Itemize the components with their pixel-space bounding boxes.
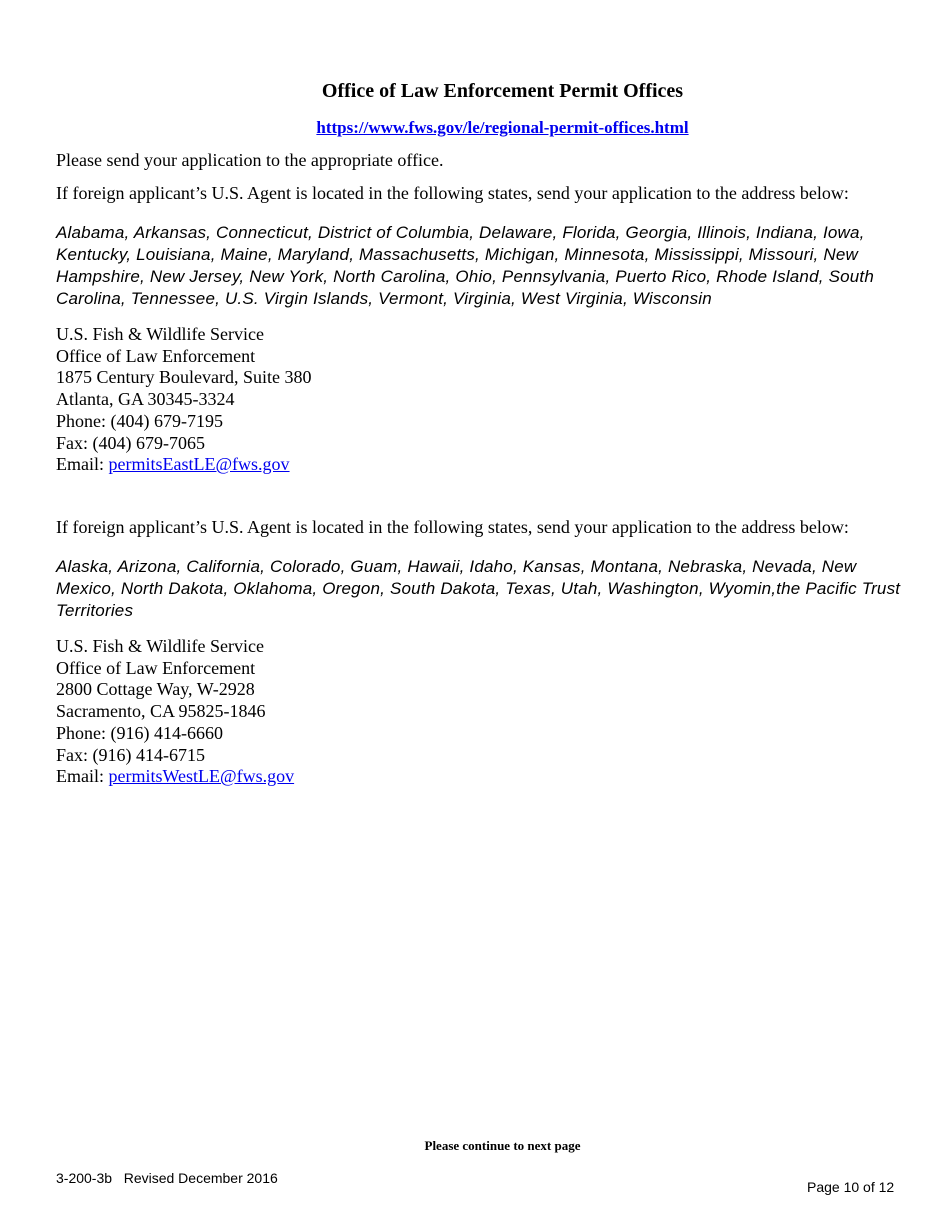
west-address — [56, 636, 294, 788]
west-states-list — [56, 556, 900, 622]
email-label: Email: — [56, 766, 109, 787]
west-lead-text: If foreign applicant’s U.S. Agent is located in the following states, send your application to the address below: — [56, 517, 849, 537]
address-line: Fax: (404) 679-7065 — [56, 432, 205, 453]
states-line: Hampshire, New Jersey, New York, North Carolina, Ohio, Pennsylvania, Puerto Rico, Rhode Island, South — [56, 267, 875, 286]
address-line: Sacramento, CA 95825-1846 — [56, 701, 266, 722]
states-line: Alabama, Arkansas, Connecticut, District of Columbia, Delaware, Florida, Georgia, Illinois, Indiana, Iowa, — [56, 223, 865, 242]
address-line: U.S. Fish & Wildlife Service — [56, 636, 264, 656]
address-line: Office of Law Enforcement — [56, 345, 256, 366]
permit-offices-link[interactable]: https://www.fws.gov/le/regional-permit-offices.html — [316, 118, 689, 137]
address-line: 2800 Cottage Way, W-2928 — [56, 679, 255, 700]
address-line: Phone: (404) 679-7195 — [56, 410, 223, 431]
address-line: 1875 Century Boulevard, Suite 380 — [56, 367, 312, 388]
form-number: 3-200-3b Revised December 2016 — [56, 1170, 278, 1186]
address-line: Phone: (916) 414-6660 — [56, 722, 223, 743]
continue-note: Please continue to next page — [424, 1138, 581, 1153]
east-email-link[interactable]: permitsEastLE@fws.gov — [108, 454, 290, 475]
intro-text: Please send your application to the appropriate office. — [56, 150, 444, 170]
page-number: Page 10 of 12 — [807, 1179, 895, 1195]
states-line: Territories — [56, 601, 134, 620]
east-states-list — [56, 222, 874, 310]
east-address — [56, 324, 311, 476]
address-line: U.S. Fish & Wildlife Service — [56, 324, 264, 344]
states-line: Kentucky, Louisiana, Maine, Maryland, Massachusetts, Michigan, Minnesota, Mississippi, Missouri, New — [56, 245, 858, 264]
east-lead-text: If foreign applicant’s U.S. Agent is located in the following states, send your application to the address below: — [56, 183, 849, 203]
states-line: Carolina, Tennessee, U.S. Virgin Islands, Vermont, Virginia, West Virginia, Wisconsin — [56, 289, 712, 308]
states-line: Mexico, North Dakota, Oklahoma, Oregon, South Dakota, Texas, Utah, Washington, Wyomin,the Pacific Trust — [56, 579, 901, 598]
west-email-link[interactable]: permitsWestLE@fws.gov — [108, 766, 295, 787]
address-line: Atlanta, GA 30345-3324 — [56, 389, 235, 410]
page-title: Office of Law Enforcement Permit Offices — [321, 80, 684, 102]
email-label: Email: — [56, 454, 109, 475]
address-line: Office of Law Enforcement — [56, 657, 256, 678]
states-line: Alaska, Arizona, California, Colorado, Guam, Hawaii, Idaho, Kansas, Montana, Nebraska, Nevada, New — [56, 557, 857, 576]
address-line: Fax: (916) 414-6715 — [56, 744, 205, 765]
